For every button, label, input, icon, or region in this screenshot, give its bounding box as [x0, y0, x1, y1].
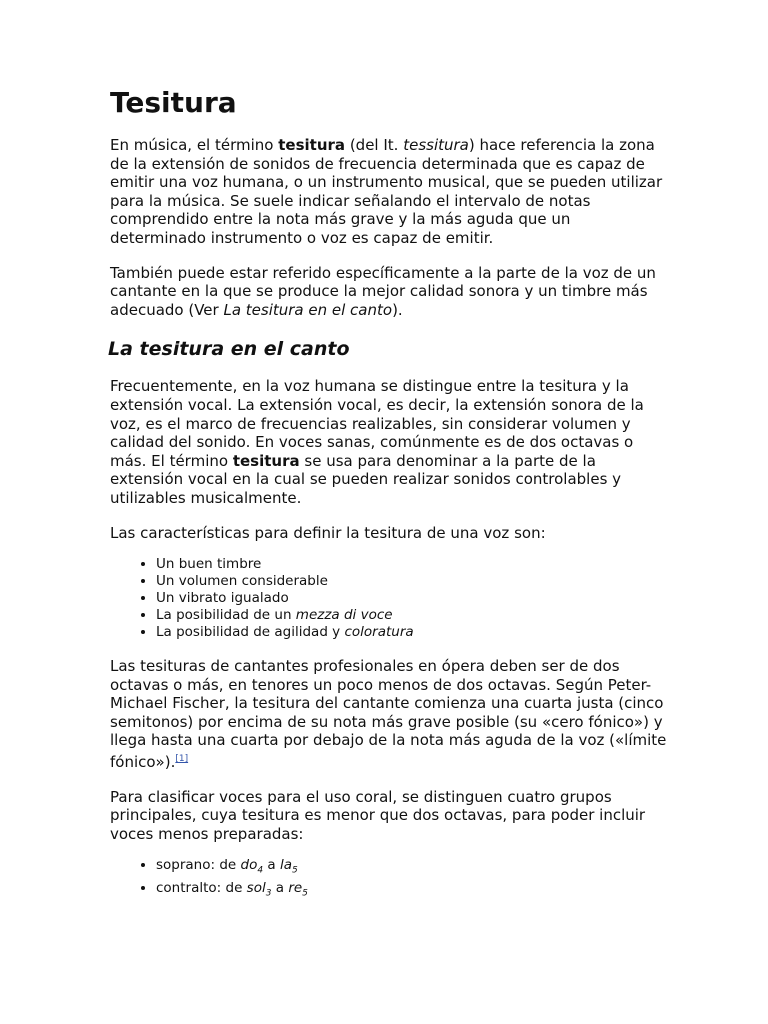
list-item-soprano: [156, 857, 670, 880]
section-heading: La tesitura en el canto: [108, 338, 350, 361]
intro-text: ) hace referencia la zona de la extensión de sonidos de frecuencia determinada que es capaz de emitir una voz humana, o un instrumento musical, que se pueden utilizar para la música. Se suele indicar señalando el intervalo de notas comprendido entre la nota más grave y la más aguda que un determinado instrumento o voz es capaz de emitir.: [110, 136, 663, 247]
list-item: [156, 607, 670, 624]
intro-text: En música, el término: [110, 136, 279, 154]
list-item-contralto: [156, 880, 670, 903]
voice-connector: a: [263, 857, 280, 874]
section-text: Las tesituras de cantantes profesionales en ópera deben ser de dos octavas o más, en tenores un poco menos de dos octavas. Según Peter-Michael Fischer, la tesitura del cantante comienza una cuarta justa (cinco semitonos) por encima de su nota más grave posible (su «cero fónico») y llega hasta una cuarta por debajo de la nota más aguda de la voz («límite fónico»).: [110, 657, 667, 772]
voices-list: [110, 857, 670, 902]
section-paragraph-1: [110, 377, 670, 507]
intro-text: (del It.: [345, 136, 404, 154]
term-tesitura: tesitura: [278, 136, 346, 154]
octave-number: 3: [265, 888, 272, 899]
list-item-text: La posibilidad de agilidad y: [156, 624, 345, 641]
intro-text: También puede estar referido específicamente a la parte de la voz de un cantante en la que se produce la mejor calidad sonora y un timbre más adecuado (Ver: [110, 263, 656, 319]
term-tessitura-italian: tessitura: [403, 136, 469, 154]
characteristics-list: [110, 556, 670, 641]
voice-label: contralto: de: [156, 880, 247, 897]
intro-text: ).: [392, 300, 403, 319]
intro-paragraph-2: [110, 264, 670, 320]
section-link-tesitura-canto[interactable]: La tesitura en el canto: [223, 300, 393, 319]
list-item: • Un vibrato igualado: [156, 590, 670, 607]
section-text: Frecuentemente, en la voz humana se distingue entre la tesitura y la extensión vocal. La extensión vocal, es decir, la extensión sonora de la voz, es el marco de frecuencias realizables, sin considerar volumen y calidad del sonido. En voces sanas, comúnmente es de dos octavas o más. El término: [110, 377, 644, 470]
reference-link[interactable]: [1]: [175, 754, 189, 765]
document-page: [110, 86, 670, 919]
note-name: la: [279, 857, 292, 874]
list-item: [156, 624, 670, 641]
note-name: do: [240, 857, 258, 874]
section-paragraph-2: Las características para definir la tesitura de una voz son:: [110, 523, 546, 542]
section-text: se usa para denominar a la parte de la extensión vocal en la cual se pueden realizar sonidos controlables y utilizables musicalmente.: [110, 451, 622, 507]
list-item: • Un buen timbre: [156, 556, 670, 573]
voice-label: soprano: de: [156, 857, 241, 874]
term-tesitura: tesitura: [232, 451, 300, 470]
section-paragraph-4: Para clasificar voces para el uso coral, se distinguen cuatro grupos principales, cuya tesitura es menor que dos octavas, para poder incluir voces menos preparadas:: [110, 787, 646, 843]
octave-number: 5: [291, 866, 298, 877]
list-item-text: La posibilidad de un: [156, 607, 296, 624]
note-name: sol: [246, 880, 266, 897]
voice-connector: a: [271, 880, 289, 897]
intro-paragraph-1: [110, 136, 670, 248]
section-paragraph-3: [110, 657, 670, 772]
octave-number: 5: [302, 888, 308, 899]
octave-number: 4: [257, 866, 264, 877]
page-title: Tesitura: [110, 86, 237, 119]
note-name: re: [288, 880, 303, 897]
list-item: • Un volumen considerable: [156, 573, 670, 590]
list-item-term: coloratura: [344, 624, 414, 641]
list-item-term: mezza di voce: [295, 607, 393, 624]
